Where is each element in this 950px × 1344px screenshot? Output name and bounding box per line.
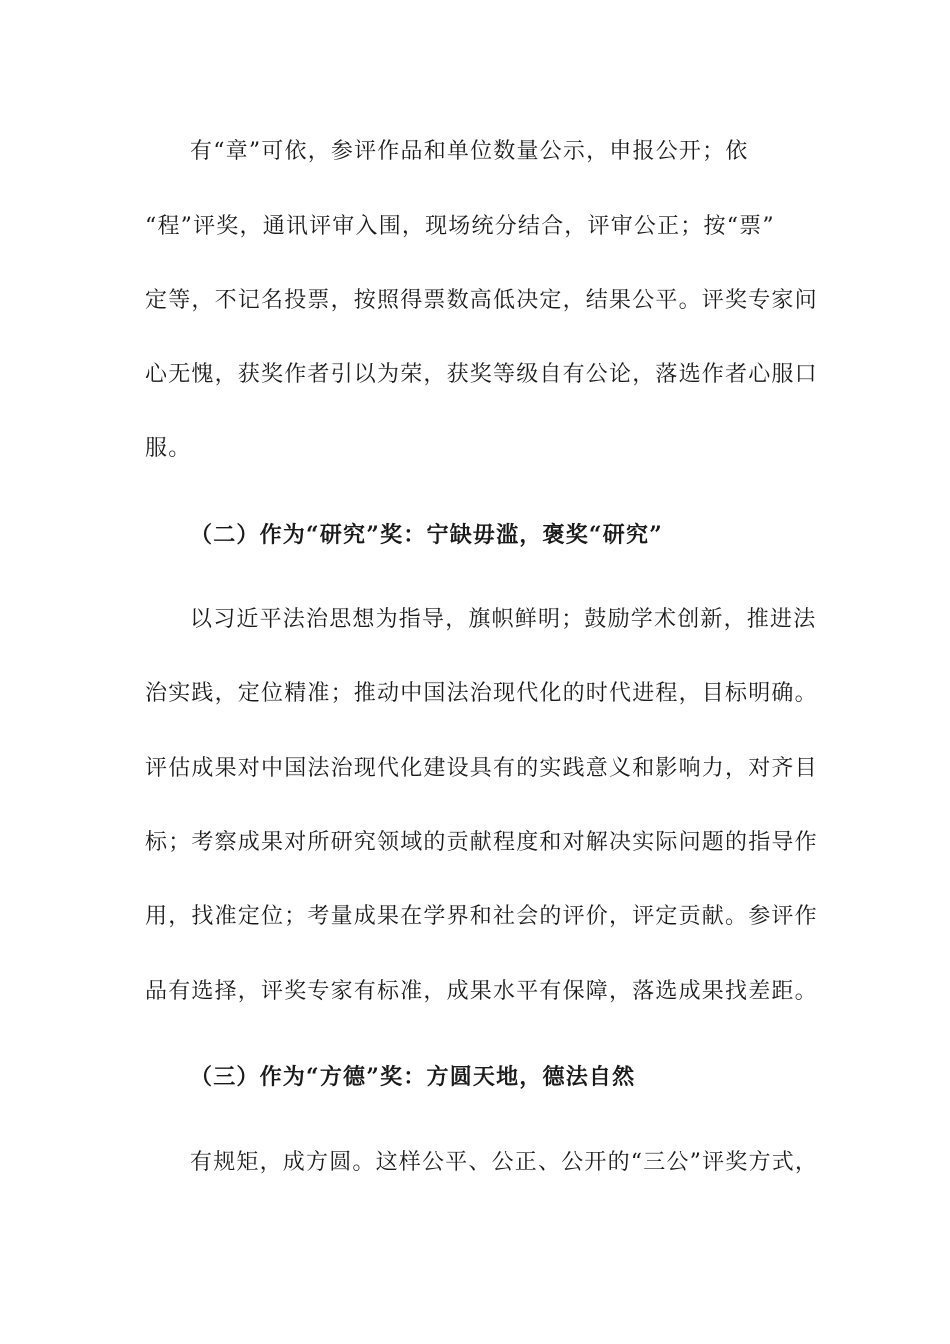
section-heading: （三）作为“方德”奖：方圆天地，德法自然 xyxy=(190,1064,636,1090)
paragraph-line: 品有选择，评奖专家有标准，成果水平有保障，落选成果找差距。 xyxy=(145,979,818,1004)
paragraph-line: 有规矩，成方圆。这样公平、公正、公开的“三公”评奖方式， xyxy=(190,1150,819,1175)
paragraph-line: 用，找准定位；考量成果在学界和社会的评价，评定贡献。参评作 xyxy=(145,904,818,929)
paragraph-line: “程”评奖，通讯评审入围，现场统分结合，评审公正；按“票” xyxy=(145,214,775,239)
paragraph-line: 以习近平法治思想为指导，旗帜鲜明；鼓励学术创新，推进法 xyxy=(190,607,817,632)
paragraph-line: 有“章”可依，参评作品和单位数量公示，申报公开；依 xyxy=(190,139,749,164)
paragraph-line: 定等，不记名投票，按照得票数高低决定，结果公平。评奖专家问 xyxy=(145,288,818,313)
paragraph-line: 评估成果对中国法治现代化建设具有的实践意义和影响力，对齐目 xyxy=(145,756,818,781)
paragraph-line: 标；考察成果对所研究领域的贡献程度和对解决实际问题的指导作 xyxy=(145,830,818,855)
section-heading: （二）作为“研究”奖：宁缺毋滥，褒奖“研究” xyxy=(190,522,664,548)
paragraph-line: 心无愧，获奖作者引以为荣，获奖等级自有公论，落选作者心服口 xyxy=(145,362,818,387)
paragraph-line: 服。 xyxy=(145,436,192,461)
paragraph-line: 治实践，定位精准；推动中国法治现代化的时代进程，目标明确。 xyxy=(145,681,818,706)
